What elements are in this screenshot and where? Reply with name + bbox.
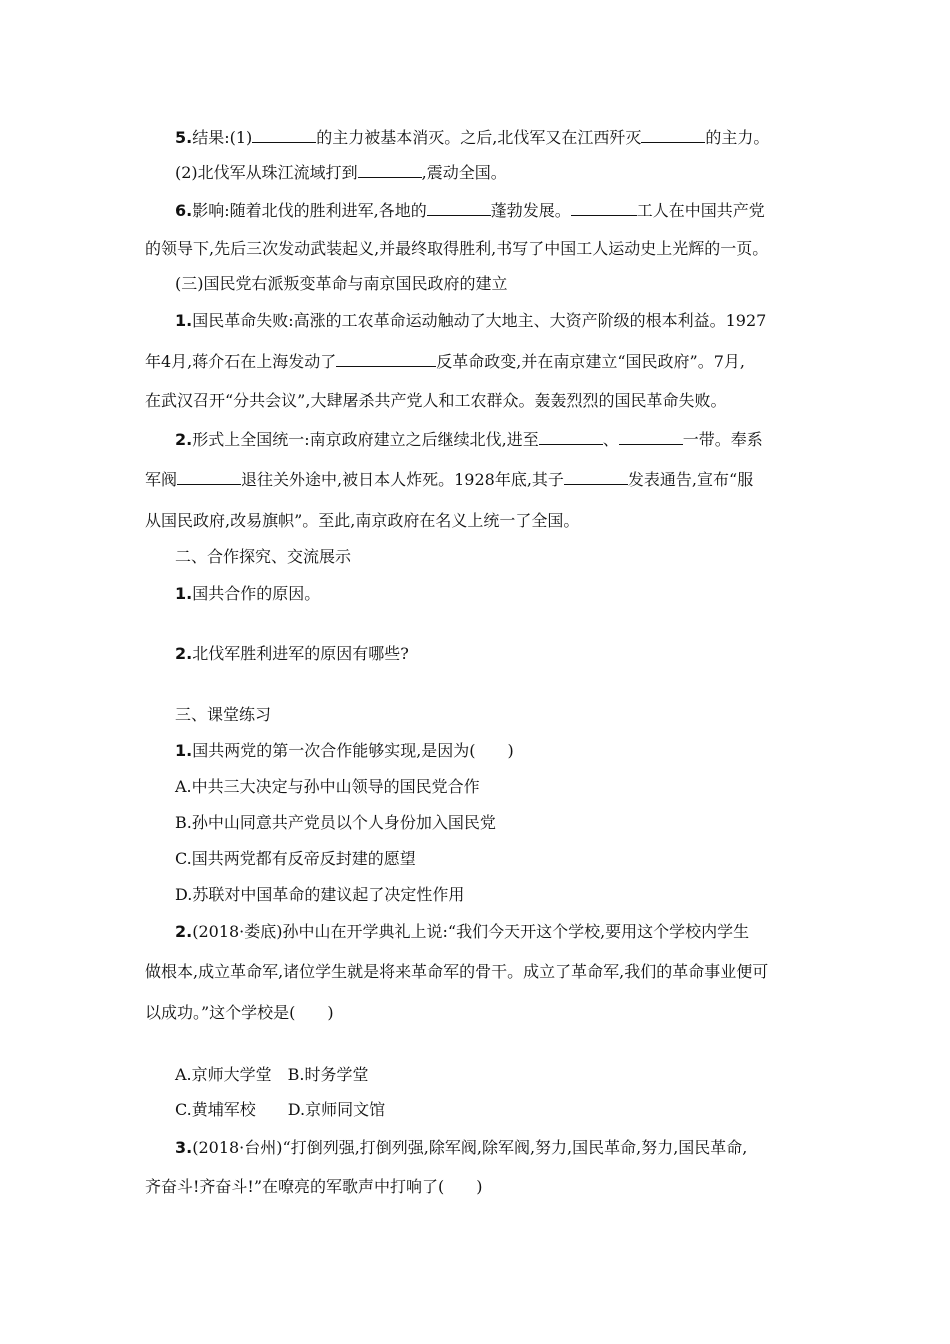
result-line-2: (2)北伐军从珠江流域打到 ,震动全国。	[175, 163, 507, 182]
fill-blank[interactable]	[641, 126, 705, 143]
exercise-1-option-c[interactable]: C.国共两党都有反帝反封建的愿望	[175, 849, 416, 868]
exercise-3-line-2: 齐奋斗!齐奋斗!”在嘹亮的军歌声中打响了( )	[145, 1177, 483, 1196]
inquiry-question-1: 1.国共合作的原因。	[175, 584, 321, 603]
fill-blank[interactable]	[358, 161, 422, 178]
part3-heading: 三、课堂练习	[175, 705, 272, 724]
revolution-failure-line-2: 年4月,蒋介石在上海发动了 反革命政变,并在南京建立“国民政府”。7月,	[145, 352, 745, 371]
exercise-2-line-3: 以成功。”这个学校是( )	[145, 1003, 334, 1022]
item-number: 1.	[175, 584, 193, 603]
unification-line-1: 2.形式上全国统一:南京政府建立之后继续北伐,进至 、 一带。奉系	[175, 430, 763, 449]
item-number: 2.	[175, 922, 193, 941]
fill-blank[interactable]	[619, 428, 683, 445]
fill-blank[interactable]	[336, 350, 436, 367]
unification-line-2: 军阀 退往关外途中,被日本人炸死。1928年底,其子 发表通告,宣布“服	[145, 470, 754, 489]
fill-blank[interactable]	[177, 468, 241, 485]
influence-line-2: 的领导下,先后三次发动武装起义,并最终取得胜利,书写了中国工人运动史上光辉的一页。	[145, 239, 769, 258]
exercise-1-option-b[interactable]: B.孙中山同意共产党员以个人身份加入国民党	[175, 813, 496, 832]
exercise-1-option-d[interactable]: D.苏联对中国革命的建议起了决定性作用	[175, 885, 465, 904]
exercise-1-option-a[interactable]: A.中共三大决定与孙中山领导的国民党合作	[175, 777, 480, 796]
fill-blank[interactable]	[571, 199, 637, 216]
item-number: 3.	[175, 1138, 193, 1157]
exercise-1-stem: 1.国共两党的第一次合作能够实现,是因为( )	[175, 741, 514, 760]
fill-blank[interactable]	[427, 199, 491, 216]
exercise-2-options-row-1[interactable]: A.京师大学堂 B.时务学堂	[175, 1065, 369, 1084]
fill-blank[interactable]	[539, 428, 603, 445]
section-heading: (三)国民党右派叛变革命与南京国民政府的建立	[175, 274, 508, 293]
exercise-2-options-row-2[interactable]: C.黄埔军校 D.京师同文馆	[175, 1100, 386, 1119]
fill-blank[interactable]	[252, 126, 316, 143]
exercise-2-line-1: 2.(2018·娄底)孙中山在开学典礼上说:“我们今天开这个学校,要用这个学校内学生	[175, 922, 750, 941]
part2-heading: 二、合作探究、交流展示	[175, 547, 352, 566]
exercise-3-line-1: 3.(2018·台州)“打倒列强,打倒列强,除军阀,除军阀,努力,国民革命,努力,国民革命,	[175, 1138, 748, 1157]
fill-blank[interactable]	[564, 468, 628, 485]
unification-line-3: 从国民政府,改易旗帜”。至此,南京政府在名义上统一了全国。	[145, 511, 580, 530]
exercise-2-line-2: 做根本,成立革命军,诸位学生就是将来革命军的骨干。成立了革命军,我们的革命事业便可	[145, 962, 769, 981]
item-number: 6.	[175, 201, 193, 220]
item-number: 1.	[175, 741, 193, 760]
influence-line-1: 6.影响:随着北伐的胜利进军,各地的 蓬勃发展。 工人在中国共产党	[175, 201, 765, 220]
item-number: 1.	[175, 311, 193, 330]
result-line-1: 5.结果:(1) 的主力被基本消灭。之后,北伐军又在江西歼灭 的主力。	[175, 128, 770, 147]
revolution-failure-line-1: 1.国民革命失败:高涨的工农革命运动触动了大地主、大资产阶级的根本利益。1927	[175, 311, 767, 330]
item-number: 2.	[175, 430, 193, 449]
revolution-failure-line-3: 在武汉召开“分共会议”,大肆屠杀共产党人和工农群众。轰轰烈烈的国民革命失败。	[145, 391, 727, 410]
item-number: 2.	[175, 644, 193, 663]
inquiry-question-2: 2.北伐军胜利进军的原因有哪些?	[175, 644, 409, 663]
item-number: 5.	[175, 128, 193, 147]
